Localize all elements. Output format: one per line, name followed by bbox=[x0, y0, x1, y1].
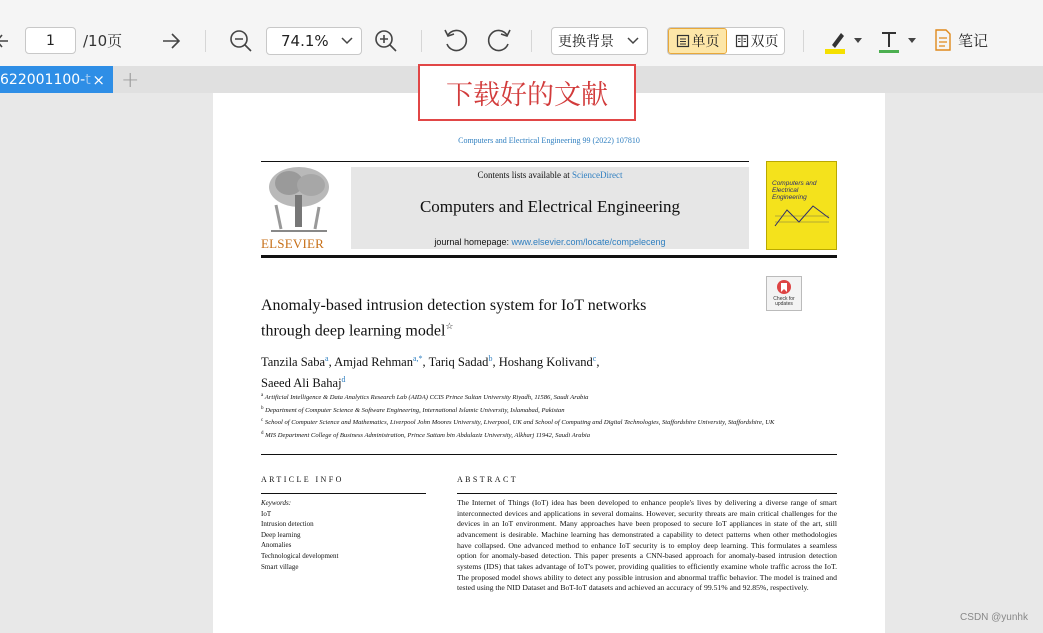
page-mode-group bbox=[667, 27, 785, 55]
affiliations bbox=[261, 391, 821, 442]
affiliation-item bbox=[261, 391, 821, 404]
check-for-updates-badge[interactable] bbox=[766, 276, 802, 311]
article-title bbox=[261, 295, 761, 341]
article-info-rule bbox=[261, 493, 426, 494]
tab-title bbox=[0, 72, 90, 88]
keyword-item: Smart village bbox=[261, 562, 299, 571]
author-name: Tariq Sadad bbox=[428, 355, 489, 370]
caret-down-icon[interactable] bbox=[854, 38, 862, 44]
rotate-left-icon[interactable] bbox=[443, 28, 469, 54]
watermark: CSDN @yunhk bbox=[960, 612, 1028, 623]
author-line: Tanzila Saba$^a$, Amjad Rehman$^{a,*}$, Tariq Sadad$^b$, Hoshang Kolivand$^c$, bbox=[261, 354, 600, 370]
author-list bbox=[261, 350, 761, 392]
zoom-in-icon[interactable] bbox=[374, 29, 398, 53]
article-title-line2-text: through deep learning model bbox=[261, 322, 446, 340]
keyword-item: Anomalies bbox=[261, 541, 292, 550]
document-tab[interactable] bbox=[0, 66, 113, 93]
author-affil-mark: a bbox=[325, 354, 329, 363]
affil-mark: d bbox=[261, 431, 264, 437]
elsevier-tree-logo bbox=[261, 165, 335, 235]
tab-title-text: 622001100- bbox=[0, 71, 86, 88]
prev-page-icon[interactable] bbox=[0, 33, 10, 49]
double-page-icon bbox=[735, 34, 749, 48]
author-affil-mark: c bbox=[592, 354, 597, 363]
homepage-prefix: journal homepage: bbox=[434, 237, 512, 247]
tab-title-faded: t bbox=[85, 71, 91, 88]
journal-banner bbox=[351, 167, 749, 249]
keywords-block bbox=[261, 498, 426, 572]
affil-text: Artificial Intelligence & Data Analytics Research Lab (AIDA) CCIS Prince Sultan University Riyadh, 11586, Saudi Arabia bbox=[264, 394, 589, 402]
affiliation-item bbox=[261, 416, 821, 429]
cover-graphic bbox=[773, 200, 831, 230]
author-name: Saeed Ali Bahaj bbox=[261, 376, 342, 391]
author-affil-mark: a,* bbox=[412, 354, 423, 363]
abstract-text: The Internet of Things (IoT) idea has been developed to enhance people's lives by delivering a diverse range of smart interconnected devices and applications in several domains. However, security threats are main critical challenges for the devices in an IoT environment. Many approaches have been proposed to secure IoT appliances in state of the art, still advancement is desirable. Machine learning has demonstrated a capability to detect patterns when other methodologies have collapsed. One advanced method to enhance IoT security is to employ deep learning. This formulates a seamless option for anomaly-based detection. This paper presents a CNN-based approach for anomaly-based intrusion detection systems (IDS) that takes advantage of IoT's power, providing qualities to efficiently examine whole traffic across the IoT. The proposed model shows ability to detect any possible intrusion and abnormal traffic behavior. The model is trained and tested using the NID Dataset and BoT-IoT datasets and achieved an accuracy of 99.51% and 92.85%, respectively. bbox=[457, 498, 837, 593]
annotation-box: 下载好的文献 bbox=[418, 64, 636, 121]
page-total: /10页 bbox=[83, 32, 123, 50]
author-name: Tanzila Saba bbox=[261, 355, 326, 370]
caret-down-icon[interactable] bbox=[908, 38, 916, 44]
text-tool-icon[interactable] bbox=[878, 29, 902, 55]
publisher-name: ELSEVIER bbox=[261, 236, 324, 251]
author-name: Hoshang Kolivand bbox=[498, 355, 593, 370]
notes-button[interactable] bbox=[934, 29, 988, 51]
keyword-item: Technological development bbox=[261, 551, 339, 560]
homepage-line bbox=[351, 237, 749, 247]
keyword-item: Intrusion detection bbox=[261, 520, 314, 529]
citation-line: Computers and Electrical Engineering 99 (2022) 107810 bbox=[458, 136, 640, 145]
author-affil-mark: d bbox=[341, 375, 346, 385]
affil-text: Department of Computer Science & Software Engineering, International Islamic University, Islamabad, Pakistan bbox=[265, 406, 565, 414]
abstract-heading: ABSTRACT bbox=[457, 475, 518, 484]
author-line bbox=[261, 371, 761, 392]
pdf-page bbox=[213, 93, 885, 633]
cover-title: Computers and Electrical Engineering bbox=[772, 180, 817, 201]
keyword-item: Deep learning bbox=[261, 530, 301, 539]
section-rule bbox=[261, 454, 837, 455]
chevron-down-icon bbox=[627, 37, 639, 45]
single-page-button[interactable] bbox=[668, 28, 727, 54]
notes-label: 笔记 bbox=[958, 31, 989, 50]
affiliation-item bbox=[261, 429, 821, 442]
author-name: Amjad Rehman bbox=[334, 355, 413, 370]
affil-text: School of Computer Science and Mathematics, Liverpool John Moores University, Liverpool, UK and School of Computing and Digital Technologies, Staffordshire University, Staffordshire, UK bbox=[264, 419, 775, 427]
contents-prefix: Contents lists available at bbox=[477, 170, 572, 180]
affiliation-item bbox=[261, 404, 821, 417]
zoom-select[interactable] bbox=[266, 27, 362, 55]
add-tab-icon[interactable]: + bbox=[121, 68, 140, 93]
double-page-label: 双页 bbox=[750, 34, 779, 50]
journal-name: Computers and Electrical Engineering bbox=[419, 197, 681, 216]
zoom-out-icon[interactable] bbox=[229, 29, 253, 53]
article-title-line2 bbox=[261, 316, 761, 341]
journal-cover bbox=[766, 161, 837, 250]
toolbar-divider bbox=[803, 30, 804, 52]
page-number-input[interactable]: 1 bbox=[25, 27, 76, 54]
close-tab-icon[interactable]: × bbox=[92, 71, 105, 89]
single-page-icon bbox=[676, 34, 690, 48]
toolbar-divider bbox=[531, 30, 532, 52]
single-page-label: 单页 bbox=[691, 34, 720, 50]
contents-line bbox=[351, 170, 749, 180]
abstract-rule bbox=[457, 493, 837, 494]
change-background-label: 更换背景 bbox=[558, 34, 614, 50]
change-background-button[interactable] bbox=[551, 27, 648, 55]
sciencedirect-link[interactable]: ScienceDirect bbox=[572, 170, 623, 180]
homepage-link[interactable]: www.elsevier.com/locate/compeleceng bbox=[511, 237, 666, 247]
rotate-right-icon[interactable] bbox=[486, 28, 512, 54]
zoom-value: 74.1% bbox=[281, 32, 329, 50]
header-rule bbox=[261, 161, 749, 162]
toolbar-divider bbox=[205, 30, 206, 52]
affil-mark: a bbox=[261, 393, 264, 398]
article-title-line1: Anomaly-based intrusion detection system for IoT networks bbox=[261, 297, 647, 314]
next-page-icon[interactable] bbox=[161, 32, 181, 50]
highlighter-icon[interactable] bbox=[824, 29, 848, 55]
chevron-down-icon bbox=[341, 37, 353, 45]
affil-mark: c bbox=[261, 418, 264, 424]
check-updates-text: Check for updates bbox=[773, 296, 795, 307]
toolbar-divider bbox=[421, 30, 422, 52]
affil-text: MIS Department College of Business Administration, Prince Sattam bin Abdulaziz University, Alkharj 11942, Saudi Arabia bbox=[265, 432, 591, 440]
author-affil-mark: b bbox=[488, 354, 493, 363]
note-icon bbox=[934, 29, 952, 51]
title-footnote-mark: ☆ bbox=[445, 321, 454, 331]
affil-mark: b bbox=[261, 405, 264, 411]
keyword-item: IoT bbox=[261, 509, 272, 518]
header-rule-thick bbox=[261, 255, 837, 258]
toolbar bbox=[0, 0, 1043, 66]
bookmark-badge-icon bbox=[776, 279, 792, 297]
keywords-heading: Keywords: bbox=[261, 499, 292, 507]
article-info-heading: ARTICLE INFO bbox=[261, 475, 344, 484]
double-page-button[interactable] bbox=[728, 28, 785, 54]
